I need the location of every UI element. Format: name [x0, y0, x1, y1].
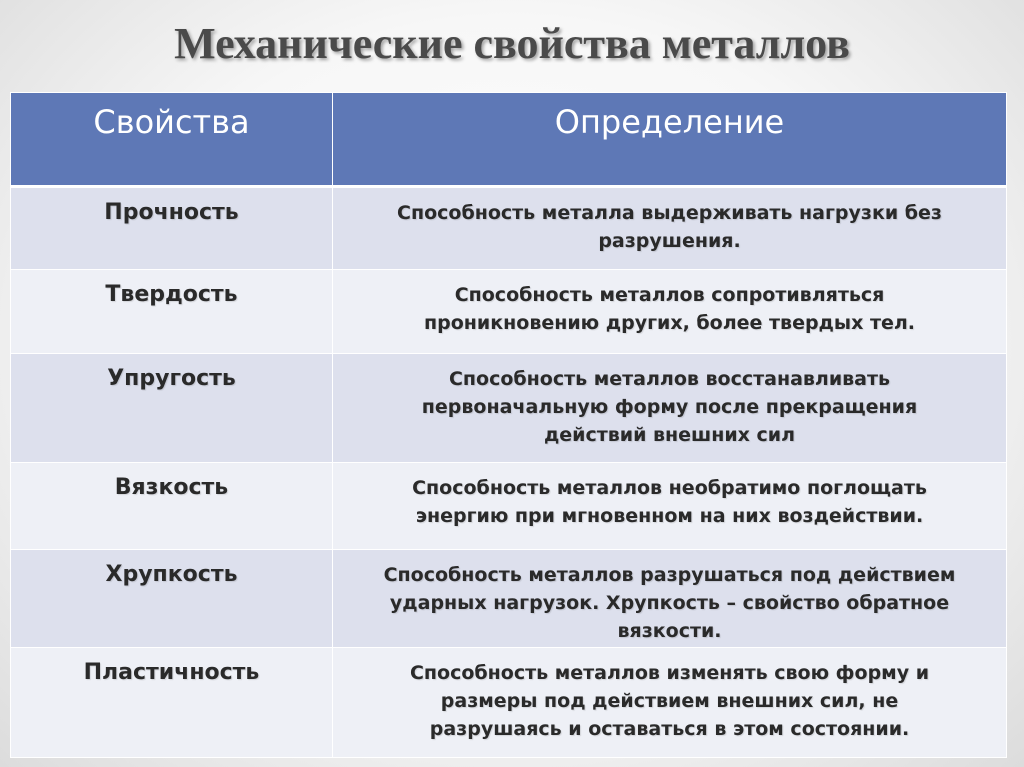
definition-cell: Способность металла выдерживать нагрузки без разрушения.	[333, 187, 1007, 270]
table-row	[11, 270, 1007, 354]
properties-table	[10, 92, 1007, 758]
definition-cell: Способность металлов разрушаться под действием ударных нагрузок. Хрупкость – свойство обратное вязкости.	[333, 550, 1007, 648]
definition-cell: Способность металлов изменять свою форму и размеры под действием внешних сил, не разрушаясь и оставаться в этом состоянии.	[333, 648, 1007, 758]
property-cell: Твердость	[11, 270, 333, 354]
table-row	[11, 550, 1007, 648]
table-row	[11, 648, 1007, 758]
table-row	[11, 354, 1007, 463]
table-row	[11, 187, 1007, 270]
property-cell: Упругость	[11, 354, 333, 463]
definition-cell: Способность металлов сопротивляться проникновению других, более твердых тел.	[333, 270, 1007, 354]
header-definition: Определение	[333, 93, 1007, 187]
definition-cell: Способность металлов необратимо поглощать энергию при мгновенном на них воздействии.	[333, 463, 1007, 550]
property-cell: Хрупкость	[11, 550, 333, 648]
definition-cell: Способность металлов восстанавливать первоначальную форму после прекращения действий внешних сил	[333, 354, 1007, 463]
property-cell: Вязкость	[11, 463, 333, 550]
property-cell: Прочность	[11, 187, 333, 270]
header-properties: Свойства	[11, 93, 333, 187]
property-cell: Пластичность	[11, 648, 333, 758]
page-title: Механические свойства металлов	[174, 19, 850, 68]
table-row	[11, 463, 1007, 550]
table-header-row	[11, 93, 1007, 187]
